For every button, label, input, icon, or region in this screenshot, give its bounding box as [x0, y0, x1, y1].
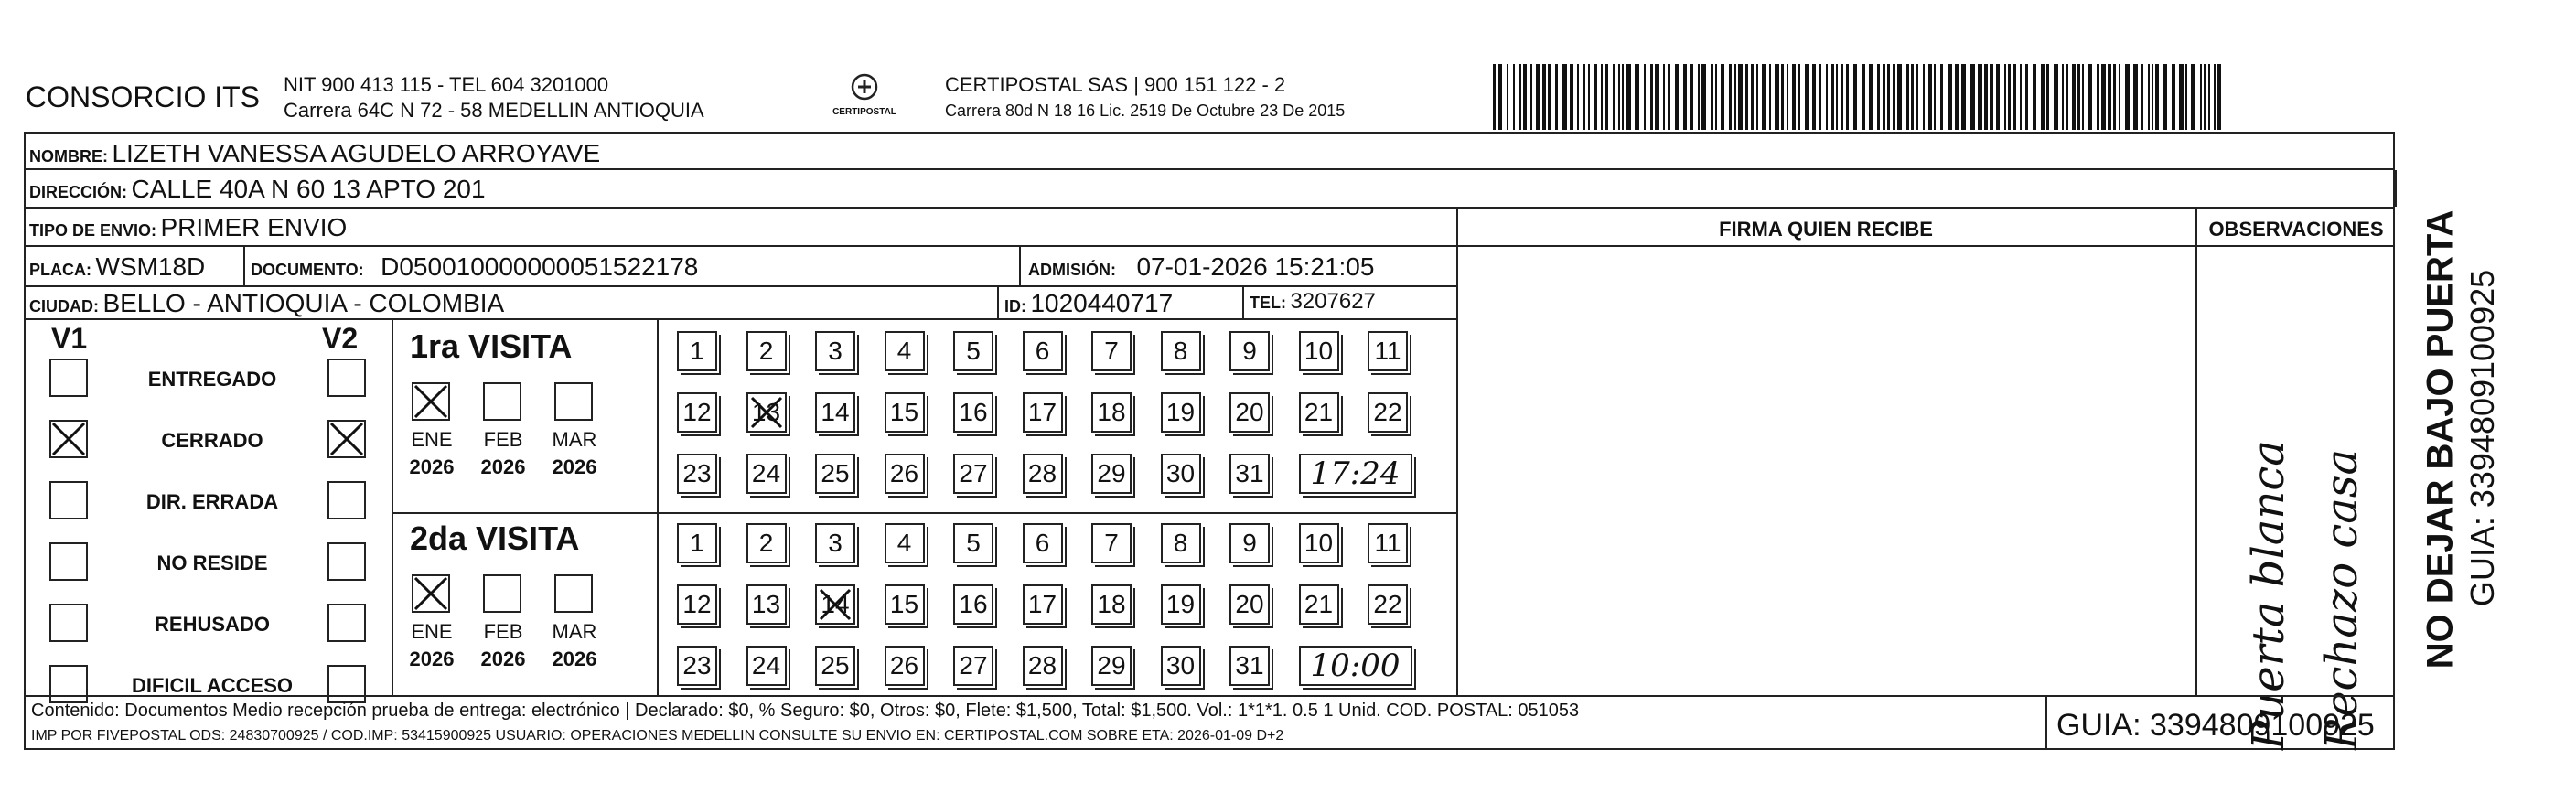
barcode-bar — [1787, 64, 1788, 130]
day-box[interactable]: 16 — [953, 584, 993, 625]
tel-row — [1250, 289, 1376, 315]
month-label — [395, 618, 468, 673]
footer-print-info: IMP POR FIVEPOSTAL ODS: 24830700925 / COD.IMP: 53415900925 USUARIO: OPERACIONES MEDELLIN CONSULTE SU ENVIO EN: CERTIPOSTAL.COM SOBRE ETA: 2026-01-09 D+2 — [31, 728, 1284, 744]
barcode-bar — [2025, 64, 2028, 130]
barcode-bar — [1594, 64, 1597, 130]
v2-label: V2 — [322, 322, 359, 355]
carrier-name: CERTIPOSTAL SAS | 900 151 122 - 2 — [945, 73, 1286, 96]
barcode-bar — [2101, 64, 2106, 130]
barcode-bar — [1618, 64, 1620, 130]
barcode-bar — [2179, 64, 2184, 130]
day-box[interactable]: 24 — [746, 646, 787, 686]
barcode-bar — [1928, 64, 1932, 130]
barcode-bar — [2172, 64, 2175, 130]
barcode-bar — [1996, 64, 2000, 130]
document-label: DOCUMENTO: — [251, 261, 364, 279]
barcode-bar — [1756, 64, 1758, 130]
barcode-bar — [1729, 64, 1732, 130]
month-name: MAR — [552, 428, 597, 451]
barcode-bar — [1548, 64, 1551, 130]
barcode-bar — [1601, 64, 1603, 130]
signature-header: FIRMA QUIEN RECIBE — [1719, 218, 1933, 241]
month-checkbox[interactable] — [554, 382, 593, 421]
barcode-bar — [2214, 64, 2216, 130]
day-box[interactable]: 24 — [746, 454, 787, 494]
day-box[interactable]: 10 — [1299, 523, 1339, 563]
barcode-bar — [1984, 64, 1988, 130]
barcode-bar — [2072, 64, 2076, 130]
day-box[interactable]: 28 — [1023, 454, 1063, 494]
day-box[interactable]: 22 — [1368, 392, 1408, 433]
barcode-bar — [2088, 64, 2092, 130]
barcode-bar — [2004, 64, 2006, 130]
day-box[interactable]: 10 — [1299, 331, 1339, 371]
barcode-bar — [2217, 64, 2221, 130]
day-box[interactable]: 12 — [677, 392, 717, 433]
day-box[interactable]: 17 — [1023, 584, 1063, 625]
month-label — [538, 426, 611, 481]
barcode-bar — [1683, 64, 1687, 130]
day-box[interactable]: 14 — [815, 392, 855, 433]
barcode-bar — [2097, 64, 2099, 130]
barcode-bar — [1690, 64, 1693, 130]
visit1-title: 1ra VISITA — [410, 327, 573, 365]
day-box[interactable]: 29 — [1091, 646, 1132, 686]
barcode-bar — [1542, 64, 1546, 130]
day-box[interactable]: 9 — [1229, 331, 1270, 371]
barcode-bar — [1519, 64, 1521, 130]
day-box[interactable]: 20 — [1229, 584, 1270, 625]
month-name: ENE — [411, 620, 453, 643]
barcode-bar — [1745, 64, 1748, 130]
company-nit: NIT 900 413 115 - TEL 604 3201000 — [284, 73, 609, 96]
barcode-bar — [1588, 64, 1590, 130]
day-box[interactable]: 15 — [885, 392, 925, 433]
barcode-bar — [2208, 64, 2210, 130]
barcode-bar — [2119, 64, 2120, 130]
barcode-bar — [1711, 64, 1713, 130]
barcode-bar — [1498, 64, 1502, 130]
barcode-bar — [1781, 64, 1784, 130]
day-box[interactable]: 25 — [815, 646, 855, 686]
day-box[interactable]: 6 — [1023, 523, 1063, 563]
tel-label: TEL: — [1250, 294, 1286, 312]
day-box[interactable]: 1 — [677, 523, 717, 563]
barcode-bar — [2141, 64, 2143, 130]
certipostal-logo — [828, 71, 901, 126]
day-mark — [819, 588, 852, 621]
barcode-bar — [2033, 64, 2036, 130]
barcode-bar — [2163, 64, 2167, 130]
barcode-bar — [1513, 64, 1515, 130]
barcode-bar — [2191, 64, 2195, 130]
city-value: BELLO - ANTIOQUIA - COLOMBIA — [102, 289, 505, 317]
id-label: ID: — [1004, 297, 1026, 316]
barcode-bar — [2133, 64, 2138, 130]
barcode-bar — [1906, 64, 1909, 130]
barcode-bar — [2185, 64, 2187, 130]
day-box[interactable]: 19 — [1161, 392, 1201, 433]
day-box[interactable]: 3 — [815, 331, 855, 371]
month-name: FEB — [483, 428, 523, 451]
barcode-bar — [1622, 64, 1624, 130]
barcode-bar — [1887, 64, 1890, 130]
reason-label: NO RESIDE — [156, 551, 268, 574]
barcode-bar — [2204, 64, 2206, 130]
barcode-bar — [1805, 64, 1809, 130]
day-mark — [750, 396, 783, 429]
month-year: 2026 — [552, 455, 597, 478]
recipient-name: LIZETH VANESSA AGUDELO ARROYAVE — [112, 139, 601, 167]
day-box[interactable]: 21 — [1299, 392, 1339, 433]
month-checkbox[interactable] — [483, 382, 521, 421]
barcode-bar — [1577, 64, 1579, 130]
day-box[interactable]: 17 — [1023, 392, 1063, 433]
barcode-bar — [1626, 64, 1631, 130]
company-name: CONSORCIO ITS — [26, 80, 261, 113]
barcode-bar — [2066, 64, 2068, 130]
month-name: ENE — [411, 428, 453, 451]
barcode-bar — [1583, 64, 1585, 130]
document-row — [251, 252, 698, 282]
barcode — [1493, 64, 2225, 130]
footer-content: Contenido: Documentos Medio recepción prueba de entrega: electrónico | Declarado: $0, % Seguro: $0, Otros: $0, Flete: $1,500, Total: $1,500. Vol.: 1*1*1. 0.5 1 Unid. COD. POSTAL: 051053 — [31, 701, 1580, 721]
day-box[interactable]: 18 — [1091, 584, 1132, 625]
barcode-bar — [1869, 64, 1873, 130]
day-box[interactable]: 22 — [1368, 584, 1408, 625]
month-name: MAR — [552, 620, 597, 643]
barcode-bar — [1916, 64, 1918, 130]
barcode-bar — [1911, 64, 1914, 130]
barcode-bar — [1934, 64, 1936, 130]
barcode-bar — [2041, 64, 2045, 130]
month-year: 2026 — [480, 648, 526, 670]
day-box[interactable]: 23 — [677, 454, 717, 494]
barcode-bar — [1644, 64, 1646, 130]
barcode-bar — [1897, 64, 1902, 130]
address-row — [29, 175, 486, 204]
barcode-bar — [1570, 64, 1573, 130]
month-name: FEB — [483, 620, 523, 643]
barcode-bar — [2062, 64, 2064, 130]
side-warning: NO DEJAR BAJO PUERTA — [2420, 209, 2461, 669]
barcode-bar — [2152, 64, 2153, 130]
barcode-bar — [1555, 64, 1558, 130]
visit-time[interactable]: 10:00 — [1299, 646, 1412, 686]
reason-label: REHUSADO — [155, 613, 270, 636]
day-box[interactable]: 8 — [1161, 331, 1201, 371]
month-year: 2026 — [480, 455, 526, 478]
visit-time[interactable]: 17:24 — [1299, 454, 1412, 494]
logo-icon — [846, 71, 883, 102]
day-box[interactable]: 16 — [953, 392, 993, 433]
day-box[interactable]: 20 — [1229, 392, 1270, 433]
barcode-bar — [1715, 64, 1717, 130]
day-box[interactable]: 4 — [885, 331, 925, 371]
barcode-bar — [2020, 64, 2022, 130]
visit2-title: 2da VISITA — [410, 519, 580, 557]
handwritten-observation: Puerta blanca Rechazo casa — [2243, 440, 2367, 750]
barcode-bar — [1798, 64, 1800, 130]
day-box[interactable]: 30 — [1161, 454, 1201, 494]
admission-label: ADMISIÓN: — [1028, 261, 1116, 279]
barcode-bar — [1883, 64, 1885, 130]
month-year: 2026 — [409, 455, 455, 478]
day-box[interactable]: 31 — [1229, 454, 1270, 494]
month-checkbox[interactable] — [554, 574, 593, 613]
day-box[interactable]: 30 — [1161, 646, 1201, 686]
barcode-bar — [1812, 64, 1816, 130]
plate-label: PLACA: — [29, 261, 91, 279]
month-checkbox[interactable] — [483, 574, 521, 613]
type-row — [29, 213, 347, 242]
day-box[interactable]: 11 — [1368, 331, 1408, 371]
day-box[interactable]: 6 — [1023, 331, 1063, 371]
side-guide: GUIA: 3394809100925 — [2463, 269, 2501, 607]
v1-label: V1 — [51, 322, 88, 355]
barcode-bar — [1841, 64, 1843, 130]
barcode-bar — [1831, 64, 1834, 130]
reason-label: DIR. ERRADA — [145, 490, 279, 513]
day-box[interactable]: 25 — [815, 454, 855, 494]
barcode-bar — [1893, 64, 1895, 130]
day-box[interactable]: 3 — [815, 523, 855, 563]
barcode-bar — [1792, 64, 1796, 130]
barcode-bar — [1853, 64, 1857, 130]
company-address: Carrera 64C N 72 - 58 MEDELLIN ANTIOQUIA — [284, 99, 704, 122]
barcode-bar — [2046, 64, 2049, 130]
barcode-bar — [1955, 64, 1959, 130]
day-box[interactable]: 5 — [953, 331, 993, 371]
barcode-bar — [1978, 64, 1982, 130]
barcode-bar — [1562, 64, 1567, 130]
barcode-bar — [1762, 64, 1766, 130]
admission-value: 07-01-2026 15:21:05 — [1136, 252, 1375, 281]
barcode-bar — [2013, 64, 2016, 130]
barcode-bar — [1493, 64, 1496, 130]
name-label: NOMBRE: — [29, 147, 108, 166]
city-label: CIUDAD: — [29, 297, 99, 316]
barcode-bar — [1530, 64, 1532, 130]
month-year: 2026 — [552, 648, 597, 670]
barcode-bar — [1948, 64, 1952, 130]
city-row — [29, 289, 504, 318]
plate-row — [29, 252, 205, 282]
barcode-bar — [2077, 64, 2080, 130]
carrier-address: Carrera 80d N 18 16 Lic. 2519 De Octubre 23 De 2015 — [945, 102, 1346, 120]
barcode-bar — [1698, 64, 1700, 130]
day-box[interactable]: 13 — [746, 584, 787, 625]
barcode-bar — [1635, 64, 1639, 130]
barcode-bar — [1536, 64, 1540, 130]
barcode-bar — [1961, 64, 1966, 130]
barcode-bar — [1738, 64, 1743, 130]
barcode-bar — [1663, 64, 1665, 130]
signature-area[interactable] — [1458, 247, 2194, 693]
shipment-type: PRIMER ENVIO — [160, 213, 348, 241]
barcode-bar — [1775, 64, 1779, 130]
day-box[interactable]: 14 — [815, 584, 855, 625]
day-box[interactable]: 28 — [1023, 646, 1063, 686]
day-box[interactable]: 31 — [1229, 646, 1270, 686]
barcode-bar — [1734, 64, 1736, 130]
day-box[interactable]: 7 — [1091, 523, 1132, 563]
barcode-bar — [1507, 64, 1508, 130]
name-row — [29, 139, 600, 168]
barcode-bar — [1940, 64, 1943, 130]
day-box[interactable]: 8 — [1161, 523, 1201, 563]
type-label: TIPO DE ENVIO: — [29, 221, 157, 240]
barcode-bar — [1819, 64, 1821, 130]
barcode-bar — [1923, 64, 1925, 130]
barcode-bar — [2155, 64, 2159, 130]
barcode-bar — [1877, 64, 1880, 130]
day-box[interactable]: 13 — [746, 392, 787, 433]
barcode-bar — [2008, 64, 2011, 130]
day-box[interactable]: 21 — [1299, 584, 1339, 625]
day-box[interactable]: 27 — [953, 454, 993, 494]
month-label — [395, 426, 468, 481]
barcode-bar — [1613, 64, 1615, 130]
document-value: D050010000000051522178 — [381, 252, 699, 281]
reason-label: CERRADO — [161, 429, 263, 452]
barcode-bar — [2113, 64, 2116, 130]
day-box[interactable]: 7 — [1091, 331, 1132, 371]
day-box[interactable]: 26 — [885, 646, 925, 686]
barcode-bar — [1826, 64, 1828, 130]
month-label — [467, 618, 540, 673]
barcode-bar — [1655, 64, 1659, 130]
barcode-bar — [1836, 64, 1838, 130]
barcode-bar — [1650, 64, 1653, 130]
barcode-bar — [1701, 64, 1706, 130]
barcode-bar — [2148, 64, 2150, 130]
day-box[interactable]: 23 — [677, 646, 717, 686]
barcode-bar — [1970, 64, 1975, 130]
day-box[interactable]: 26 — [885, 454, 925, 494]
day-box[interactable]: 11 — [1368, 523, 1408, 563]
tel-value: 3207627 — [1290, 289, 1376, 314]
barcode-bar — [1668, 64, 1670, 130]
month-label — [467, 426, 540, 481]
month-label — [538, 618, 611, 673]
barcode-bar — [2082, 64, 2084, 130]
logo-text: CERTIPOSTAL — [832, 107, 896, 117]
reason-label: DIFICIL ACCESO — [131, 674, 293, 697]
id-value: 1020440717 — [1030, 289, 1174, 317]
day-box[interactable]: 19 — [1161, 584, 1201, 625]
day-box[interactable]: 15 — [885, 584, 925, 625]
barcode-bar — [2125, 64, 2130, 130]
barcode-bar — [1675, 64, 1679, 130]
day-box[interactable]: 29 — [1091, 454, 1132, 494]
admission-row — [1028, 252, 1374, 282]
recipient-address: CALLE 40A N 60 13 APTO 201 — [131, 175, 486, 203]
month-check-mark — [413, 576, 448, 611]
barcode-bar — [2200, 64, 2202, 130]
barcode-bar — [1769, 64, 1771, 130]
month-year: 2026 — [409, 648, 455, 670]
day-box[interactable]: 27 — [953, 646, 993, 686]
day-box[interactable]: 4 — [885, 523, 925, 563]
day-box[interactable]: 2 — [746, 523, 787, 563]
reason-label: ENTREGADO — [147, 368, 277, 391]
plate-value: WSM18D — [95, 252, 206, 281]
observations-header: OBSERVACIONES — [2208, 218, 2384, 241]
barcode-bar — [1990, 64, 1993, 130]
day-box[interactable]: 12 — [677, 584, 717, 625]
barcode-bar — [1846, 64, 1849, 130]
day-box[interactable]: 5 — [953, 523, 993, 563]
barcode-bar — [1605, 64, 1608, 130]
barcode-bar — [2108, 64, 2111, 130]
address-label: DIRECCIÓN: — [29, 183, 127, 201]
day-box[interactable]: 2 — [746, 331, 787, 371]
barcode-bar — [1862, 64, 1865, 130]
id-row — [1004, 289, 1173, 318]
footer-guide: GUIA: 3394809100925 — [2056, 708, 2375, 743]
day-box[interactable]: 9 — [1229, 523, 1270, 563]
barcode-bar — [1523, 64, 1527, 130]
barcode-bar — [1721, 64, 1724, 130]
barcode-bar — [1751, 64, 1754, 130]
day-box[interactable]: 1 — [677, 331, 717, 371]
day-box[interactable]: 18 — [1091, 392, 1132, 433]
month-check-mark — [413, 384, 448, 419]
barcode-bar — [2054, 64, 2058, 130]
